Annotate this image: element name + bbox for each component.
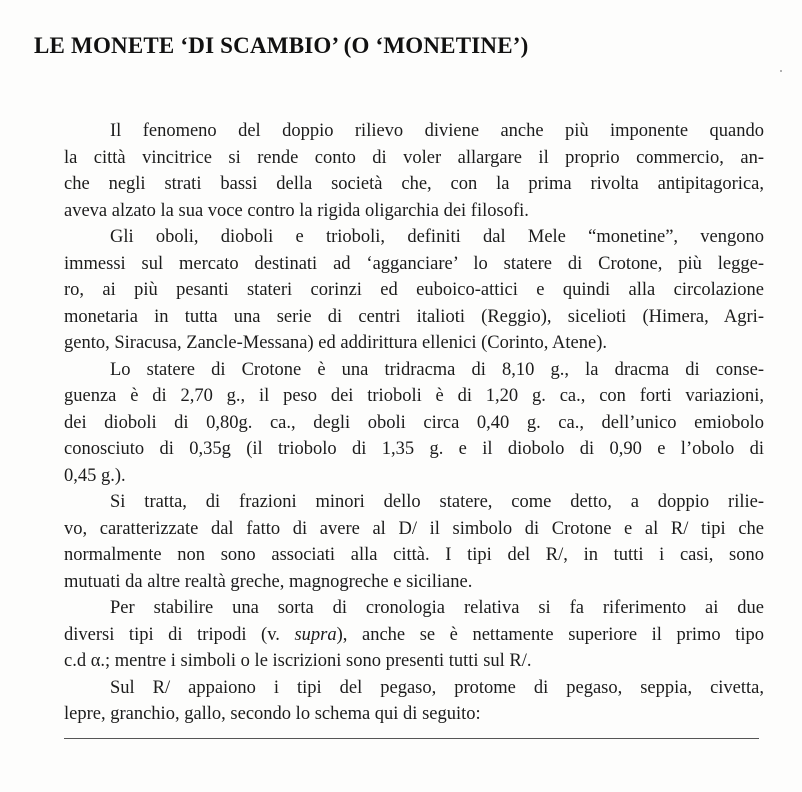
text-line: Gli oboli, dioboli e trioboli, definiti dal Mele “monetine”, vengono [110, 227, 764, 247]
text-line: vo, caratterizzate dal fatto di avere al D/ il simbolo di Crotone e al R/ tipi che [64, 518, 764, 539]
text-line: gento, Siracusa, Zancle-Messana) ed addirittura ellenici (Corinto, Atene). [64, 333, 607, 353]
text-fragment: ), anche se è nettamente superiore il primo tipo [336, 624, 765, 645]
text-line: dei dioboli di 0,80g. ca., degli oboli circa 0,40 g. ca., dell’unico emiobolo [64, 412, 764, 433]
text-line: mutuati da altre realtà greche, magnogreche e siciliane. [64, 571, 473, 592]
text-line: immessi sul mercato destinati ad ‘agganciare’ lo statere di Crotone, più legge- [64, 253, 764, 274]
text-line: la città vincitrice si rende conto di voler allargare il proprio commercio, an- [64, 147, 764, 168]
text-line: normalmente non sono associati alla città. I tipi del R/, in tutti i casi, sono [64, 545, 764, 565]
text-line: 0,45 g.). [64, 465, 126, 486]
text-line: guenza è di 2,70 g., il peso dei trioboli è di 1,20 g. ca., con forti variazioni, [64, 386, 764, 406]
text-line: Sul R/ appaiono i tipi del pegaso, protome di pegaso, seppia, civetta, [110, 677, 764, 698]
page-title: LE MONETE ‘DI SCAMBIO’ (O ‘MONETINE’) [34, 33, 529, 58]
text-line: monetaria in tutta una serie di centri italioti (Reggio), sicelioti (Himera, Agri- [64, 306, 764, 327]
body-text [64, 118, 764, 728]
text-line: c.d α.; mentre i simboli o le iscrizioni sono presenti tutti sul R/. [64, 651, 532, 671]
italic-word: supra [294, 624, 337, 645]
text-line: ro, ai più pesanti stateri corinzi ed euboico-attici e quindi alla circolazione [64, 280, 764, 300]
text-line: aveva alzato la sua voce contro la rigida oligarchia dei filosofi. [64, 200, 529, 221]
text-line: Lo statere di Crotone è una tridracma di 8,10 g., la dracma di conse- [110, 359, 764, 380]
text-line: Per stabilire una sorta di cronologia relativa si fa riferimento ai due [110, 598, 764, 618]
text-line: conosciuto di 0,35g (il triobolo di 1,35 g. e il diobolo di 0,90 e l’obolo di [64, 439, 764, 459]
text-line [64, 622, 764, 649]
text-line: Il fenomeno del doppio rilievo diviene anche più imponente quando [110, 121, 764, 141]
bottom-rule [64, 738, 759, 739]
text-line: lepre, granchio, gallo, secondo lo schema qui di seguito: [64, 704, 481, 724]
text-fragment: diversi tipi di tripodi (v. [64, 624, 295, 645]
text-line: Si tratta, di frazioni minori dello statere, come detto, a doppio rilie- [110, 492, 764, 512]
text-line: che negli strati bassi della società che, con la prima rivolta antipitagorica, [64, 174, 764, 194]
scan-speck [780, 70, 782, 72]
